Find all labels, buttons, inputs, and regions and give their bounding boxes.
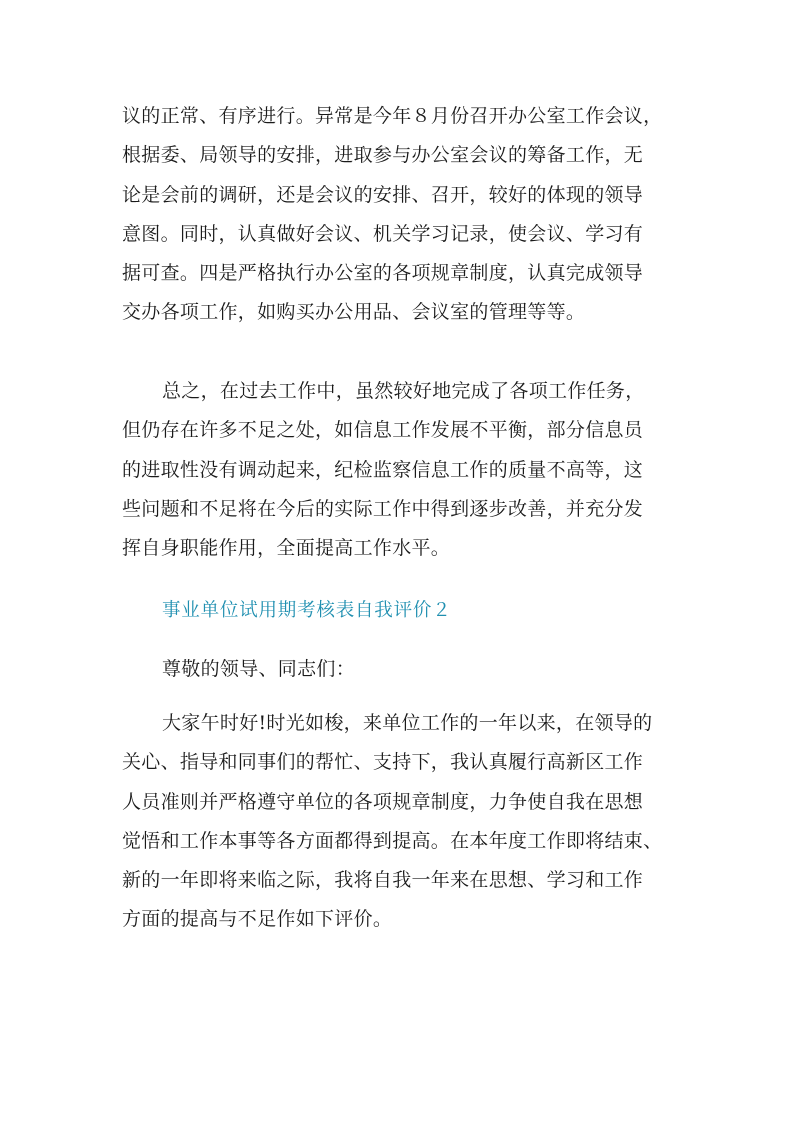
paragraph-line: 些问题和不足将在今后的实际工作中得到逐步改善，并充分发 bbox=[122, 497, 644, 520]
paragraph-line: 但仍存在许多不足之处，如信息工作发展不平衡，部分信息员 bbox=[122, 419, 644, 442]
paragraph-work-summary bbox=[122, 97, 687, 333]
salutation-text: 尊敬的领导、同志们： bbox=[162, 658, 356, 680]
salutation bbox=[122, 650, 687, 689]
paragraph-line: 人员准则并严格遵守单位的各项规章制度，力争使自我在思想 bbox=[122, 790, 644, 813]
paragraph-line: 意图。同时，认真做好会议、机关学习记录，使会议、学习有 bbox=[122, 222, 644, 245]
paragraph-self-evaluation bbox=[122, 704, 687, 940]
paragraph-line: 议的正常、有序进行。异常是今年８月份召开办公室工作会议， bbox=[122, 105, 663, 127]
paragraph-line: 方面的提高与不足作如下评价。 bbox=[122, 908, 393, 931]
paragraph-line: 的进取性没有调动起来，纪检监察信息工作的质量不高等，这 bbox=[122, 458, 644, 481]
section-heading: 事业单位试用期考核表自我评价２ bbox=[162, 600, 452, 621]
paragraph-line: 总之，在过去工作中，虽然较好地完成了各项工作任务， bbox=[162, 380, 645, 402]
paragraph-line: 大家午时好!时光如梭，来单位工作的一年以来，在领导的 bbox=[162, 712, 653, 734]
paragraph-line: 根据委、局领导的安排，进取参与办公室会议的筹备工作，无 bbox=[122, 144, 644, 167]
paragraph-line: 挥自身职能作用，全面提高工作水平。 bbox=[122, 537, 451, 560]
paragraph-line: 交办各项工作，如购买办公用品、会议室的管理等等。 bbox=[122, 301, 586, 324]
paragraph-line: 论是会前的调研，还是会议的安排、召开，较好的体现的领导 bbox=[122, 183, 644, 206]
paragraph-line: 新的一年即将来临之际，我将自我一年来在思想、学习和工作 bbox=[122, 869, 644, 892]
paragraph-conclusion bbox=[122, 372, 687, 568]
paragraph-line: 关心、指导和同事们的帮忙、支持下，我认真履行高新区工作 bbox=[122, 751, 644, 774]
paragraph-line: 觉悟和工作本事等各方面都得到提高。在本年度工作即将结束、 bbox=[122, 829, 663, 852]
paragraph-line: 据可查。四是严格执行办公室的各项规章制度，认真完成领导 bbox=[122, 262, 644, 285]
